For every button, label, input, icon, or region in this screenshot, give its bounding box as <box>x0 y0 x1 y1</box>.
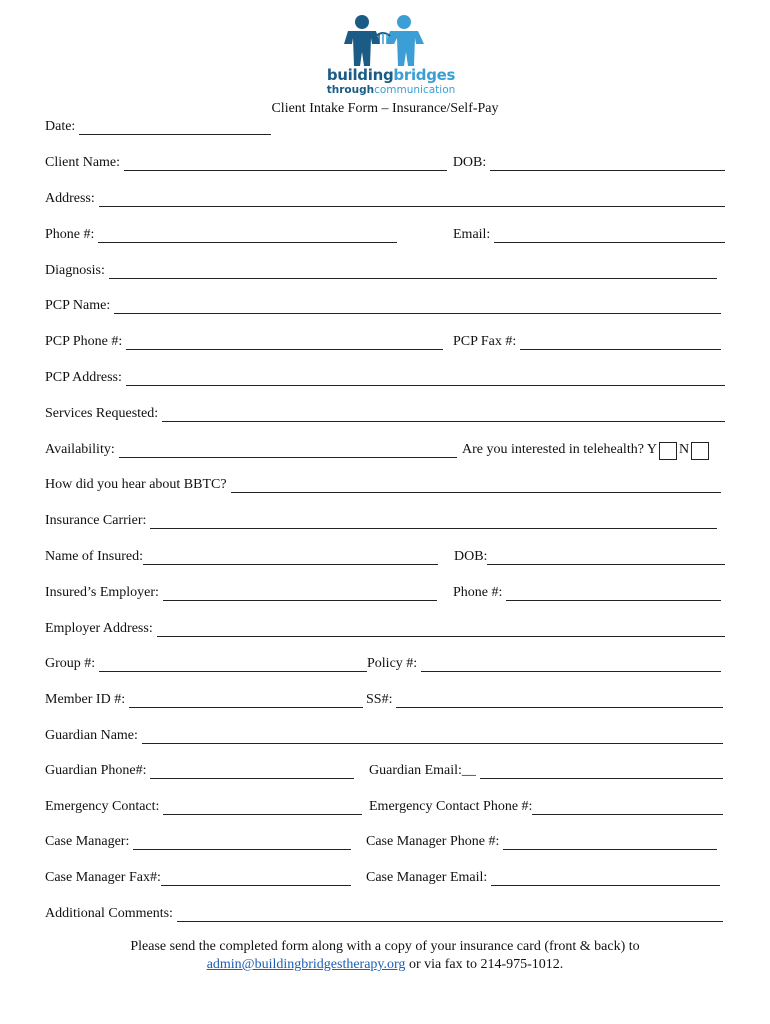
pcp-phone-field[interactable] <box>126 333 443 350</box>
case-manager-label: Case Manager: <box>45 834 130 849</box>
name-of-insured-row <box>45 545 725 565</box>
building-bridges-logo <box>300 14 470 98</box>
guardian-name-label: Guardian Name: <box>45 728 138 743</box>
guardian-phone-row <box>45 759 723 779</box>
email-field[interactable] <box>494 226 725 243</box>
date-row <box>45 115 271 135</box>
ss-label: SS#: <box>366 692 393 707</box>
pcp-name-label: PCP Name: <box>45 298 111 313</box>
logo-word-bridges: bridges <box>393 66 456 84</box>
telehealth-yes-checkbox[interactable] <box>659 442 677 460</box>
insured-phone-label: Phone #: <box>453 585 503 600</box>
case-manager-phone-label: Case Manager Phone #: <box>366 834 500 849</box>
insured-employer-field[interactable] <box>163 584 437 601</box>
case-manager-fax-field[interactable] <box>161 869 351 886</box>
pcp-address-label: PCP Address: <box>45 370 122 385</box>
policy-label: Policy #: <box>367 656 418 671</box>
case-manager-fax-label: Case Manager Fax#: <box>45 870 161 885</box>
employer-address-field[interactable] <box>157 620 725 637</box>
pcp-name-row <box>45 294 721 314</box>
guardian-email-label: Guardian Email:__ <box>369 763 476 778</box>
pcp-address-field[interactable] <box>126 369 725 386</box>
diagnosis-field[interactable] <box>109 262 717 279</box>
phone-row <box>45 223 725 243</box>
client-name-row <box>45 151 725 171</box>
dob-label: DOB: <box>452 155 487 170</box>
case-manager-fax-row <box>45 866 720 886</box>
guardian-email-field[interactable] <box>480 762 723 779</box>
availability-row <box>45 438 730 458</box>
case-manager-phone-field[interactable] <box>503 833 717 850</box>
insurance-carrier-field[interactable] <box>150 512 717 529</box>
case-manager-email-field[interactable] <box>491 869 720 886</box>
email-label: Email: <box>453 227 491 242</box>
availability-label: Availability: <box>45 442 115 457</box>
hear-about-label: How did you hear about BBTC? <box>45 477 227 492</box>
insured-phone-field[interactable] <box>506 584 721 601</box>
services-requested-field[interactable] <box>162 405 725 422</box>
logo-word-communication: communication <box>374 84 456 96</box>
emergency-contact-field[interactable] <box>163 798 362 815</box>
hear-about-row <box>45 473 721 493</box>
case-manager-email-label: Case Manager Email: <box>366 870 488 885</box>
address-field[interactable] <box>99 190 725 207</box>
policy-field[interactable] <box>421 655 721 672</box>
footer-line-1: Please send the completed form along with a copy of your insurance card (front & back) to <box>130 939 640 954</box>
telehealth-no-checkbox[interactable] <box>691 442 709 460</box>
services-requested-row <box>45 402 725 422</box>
additional-comments-label: Additional Comments: <box>45 906 173 921</box>
client-name-field[interactable] <box>124 154 447 171</box>
client-name-label: Client Name: <box>45 155 121 170</box>
admin-email-link[interactable]: admin@buildingbridgestherapy.org <box>206 957 406 972</box>
member-id-row <box>45 688 723 708</box>
group-field[interactable] <box>99 655 367 672</box>
additional-comments-field[interactable] <box>177 905 723 922</box>
address-label: Address: <box>45 191 95 206</box>
additional-comments-row <box>45 902 723 922</box>
telehealth-no-label: N <box>679 442 690 457</box>
availability-field[interactable] <box>119 441 457 458</box>
insured-dob-label: DOB: <box>454 549 488 564</box>
pcp-fax-field[interactable] <box>520 333 721 350</box>
emergency-contact-phone-label: Emergency Contact Phone #: <box>369 799 533 814</box>
footer-fax-text: or via fax to 214-975-1012. <box>405 957 564 972</box>
diagnosis-label: Diagnosis: <box>45 263 105 278</box>
insured-employer-row <box>45 581 725 601</box>
ss-field[interactable] <box>396 691 723 708</box>
diagnosis-row <box>45 259 717 279</box>
insured-dob-field[interactable] <box>487 548 725 565</box>
pcp-phone-row <box>45 330 725 350</box>
footer-instructions <box>0 938 770 974</box>
phone-label: Phone #: <box>45 227 95 242</box>
member-id-field[interactable] <box>129 691 363 708</box>
guardian-phone-label: Guardian Phone#: <box>45 763 147 778</box>
logo-word-through: through <box>326 84 375 96</box>
member-id-label: Member ID #: <box>45 692 126 707</box>
logo-wordmark-top <box>316 66 466 84</box>
employer-address-row <box>45 617 725 637</box>
dob-field[interactable] <box>490 154 725 171</box>
pcp-address-row <box>45 366 725 386</box>
name-of-insured-field[interactable] <box>143 548 438 565</box>
date-field[interactable] <box>79 118 271 135</box>
insurance-carrier-row <box>45 509 717 529</box>
group-policy-row <box>45 652 721 672</box>
emergency-contact-phone-field[interactable] <box>532 798 723 815</box>
case-manager-row <box>45 830 717 850</box>
hear-about-field[interactable] <box>231 476 721 493</box>
pcp-fax-label: PCP Fax #: <box>453 334 517 349</box>
case-manager-field[interactable] <box>133 833 351 850</box>
logo-wordmark-bottom <box>316 84 466 96</box>
employer-address-label: Employer Address: <box>45 621 153 636</box>
services-requested-label: Services Requested: <box>45 406 159 421</box>
emergency-contact-row <box>45 795 723 815</box>
pcp-phone-label: PCP Phone #: <box>45 334 123 349</box>
emergency-contact-label: Emergency Contact: <box>45 799 160 814</box>
footer-line-2 <box>0 956 770 974</box>
date-label: Date: <box>45 119 76 134</box>
telehealth-question: Are you interested in telehealth? Y <box>462 442 658 457</box>
form-title: Client Intake Form – Insurance/Self-Pay <box>271 101 499 116</box>
guardian-phone-field[interactable] <box>150 762 354 779</box>
name-of-insured-label: Name of Insured: <box>45 549 143 564</box>
two-people-holding-hands-icon <box>338 14 430 66</box>
phone-field[interactable] <box>98 226 397 243</box>
logo-word-building: building <box>326 66 394 84</box>
guardian-name-field[interactable] <box>142 727 723 744</box>
insurance-carrier-label: Insurance Carrier: <box>45 513 147 528</box>
address-row <box>45 187 725 207</box>
group-label: Group #: <box>45 656 96 671</box>
guardian-name-row <box>45 724 723 744</box>
pcp-name-field[interactable] <box>114 297 721 314</box>
insured-employer-label: Insured’s Employer: <box>45 585 159 600</box>
